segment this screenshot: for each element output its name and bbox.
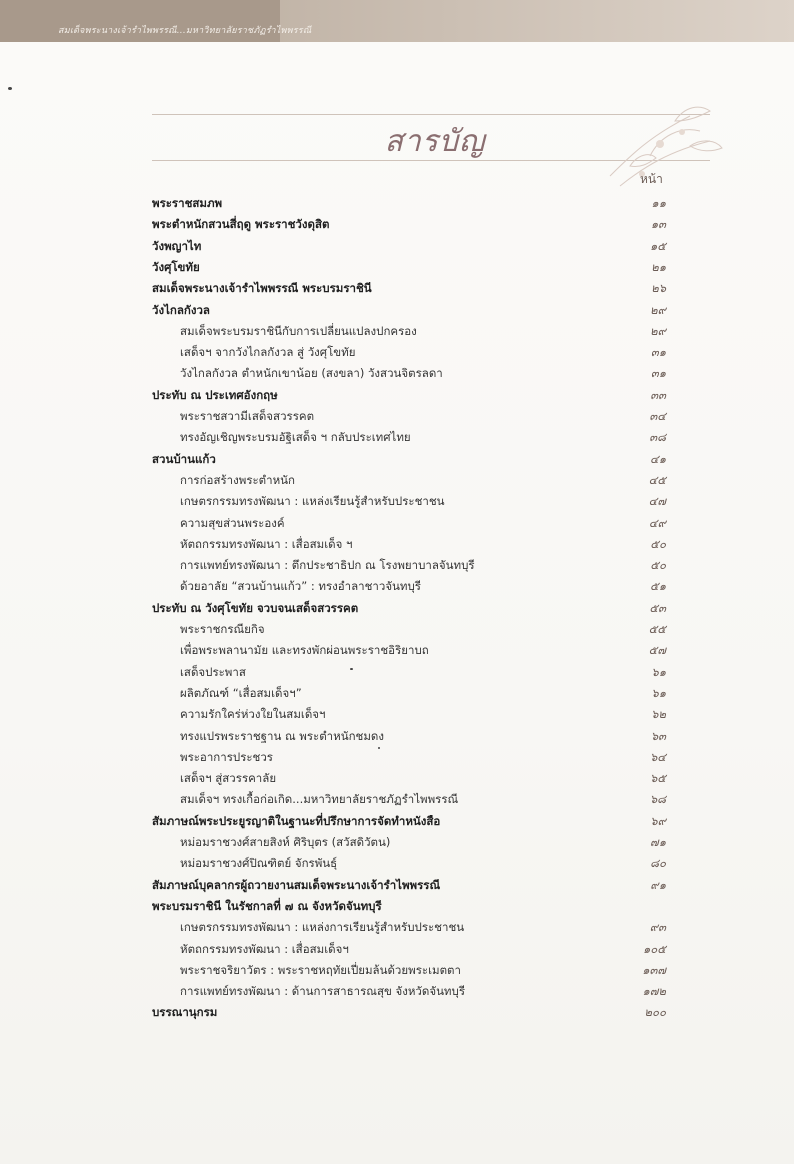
toc-subsection <box>0 728 794 749</box>
toc-section <box>0 813 794 834</box>
toc-entry-title: หัตถกรรมทรงพัฒนา : เสื่อสมเด็จ ฯ <box>180 536 353 551</box>
toc-subsection <box>0 941 794 962</box>
toc-entry-title: เกษตรกรรมทรงพัฒนา : แหล่งเรียนรู้สำหรับประชาชน <box>180 494 445 509</box>
toc-subsection <box>0 515 794 536</box>
toc-subsection <box>0 472 794 493</box>
toc-section <box>0 195 794 216</box>
toc-subsection <box>0 493 794 514</box>
toc-subsection <box>0 344 794 365</box>
toc-subsection <box>0 557 794 578</box>
toc-section <box>0 302 794 323</box>
toc-entry-page: ๖๘ <box>649 792 666 807</box>
toc-entry-title: วังพญาไท <box>152 238 202 253</box>
toc-entry-page: ๔๙ <box>648 515 666 530</box>
toc-entry-page: ๕๐ <box>650 536 666 551</box>
toc-section <box>0 877 794 898</box>
toc-entry-page: ๕๓ <box>649 600 666 615</box>
toc-entry-title: เสด็จฯ จากวังไกลกังวล สู่ วังศุโขทัย <box>180 345 356 360</box>
toc-entry-page: ๕๗ <box>648 643 666 658</box>
toc-entry-title: หม่อมราชวงศ์สายสิงห์ ศิริบุตร (สวัสดิวัตน) <box>180 835 391 849</box>
toc-entry-title: พระราชจริยาวัตร : พระราชหฤทัยเปี่ยมล้นด้วยพระเมตตา <box>180 962 461 977</box>
toc-entry-title: หัตถกรรมทรงพัฒนา : เสื่อสมเด็จฯ <box>180 941 349 956</box>
toc-entry-page: ๓๘ <box>649 430 666 445</box>
toc-subsection <box>0 685 794 706</box>
running-head: สมเด็จพระนางเจ้ารำไพพรรณี...มหาวิทยาลัยราชภัฏรำไพพรรณี <box>58 26 312 36</box>
toc-entry-title: สมเด็จพระนางเจ้ารำไพพรรณี พระบรมราชินี <box>152 281 372 296</box>
toc-subsection <box>0 834 794 855</box>
toc-section <box>0 1004 794 1025</box>
toc-entry-page: ๑๐๕ <box>642 941 666 956</box>
toc-entry-title: ผลิตภัณฑ์ “เสื่อสมเด็จฯ” <box>180 685 302 700</box>
toc-entry-page: ๑๕ <box>649 238 666 253</box>
toc-subsection <box>0 962 794 983</box>
toc-entry-title: สมเด็จพระบรมราชินีกับการเปลี่ยนแปลงปกครอง <box>180 323 417 338</box>
toc-entry-title: พระราชสมภพ <box>152 196 223 210</box>
toc-subsection <box>0 578 794 599</box>
toc-entry-title: ทรงแปรพระราชฐาน ณ พระตำหนักชมดง <box>180 728 385 743</box>
toc-entry-title: วังศุโขทัย <box>152 259 200 274</box>
toc-entry-title: การก่อสร้างพระตำหนัก <box>180 472 295 487</box>
toc-entry-title: พระอาการประชวร <box>180 749 273 764</box>
toc-entry-title: ความรักใคร่ห่วงใยในสมเด็จฯ <box>180 707 326 722</box>
toc-entry-page: ๔๕ <box>648 472 666 487</box>
toc-entry-title: ประทับ ณ วังศุโขทัย จวบจนเสด็จสวรรคต <box>152 600 359 615</box>
toc-entry-page: ๑๑ <box>651 196 666 210</box>
toc-entry-page: ๖๙ <box>650 813 666 828</box>
toc-entry-page: ๙๓ <box>649 920 666 935</box>
toc-entry-title: พระบรมราชินี ในรัชกาลที่ ๗ ณ จังหวัดจันทบุรี <box>152 898 382 913</box>
toc-subsection <box>0 621 794 642</box>
toc-entry-page: ๕๕ <box>648 622 666 636</box>
page-column-label: หน้า <box>640 172 663 186</box>
toc-entry-page: ๖๒ <box>651 707 666 722</box>
toc-entry-title: ความสุขส่วนพระองค์ <box>180 515 285 530</box>
toc-entry-title: พระราชกรณียกิจ <box>180 622 265 636</box>
toc-entry-title: สวนบ้านแก้ว <box>152 451 216 466</box>
toc-entry-page: ๖๔ <box>649 749 666 764</box>
toc-subsection <box>0 855 794 876</box>
toc-entry-title: พระตำหนักสวนสี่ฤดู พระราชวังดุสิต <box>152 217 330 232</box>
toc-entry-title: บรรณานุกรม <box>152 1005 218 1020</box>
toc-subsection <box>0 536 794 557</box>
toc-subsection <box>0 706 794 727</box>
toc-entry-page: ๒๙ <box>649 302 666 317</box>
toc-subsection <box>0 919 794 940</box>
toc-entry-page: ๒๑ <box>651 259 666 274</box>
toc-entry-title: เกษตรกรรมทรงพัฒนา : แหล่งการเรียนรู้สำหรับประชาชน <box>180 920 465 935</box>
toc-entry-page: ๒๙ <box>649 323 666 338</box>
toc-subsection <box>0 749 794 770</box>
toc-entry-page: ๓๓ <box>650 387 666 402</box>
floral-ornament-icon <box>590 96 730 206</box>
toc-entry-page: ๑๓ <box>650 217 666 232</box>
toc-entry-page: ๒๖ <box>651 281 666 296</box>
toc-entry-page: ๓๑ <box>650 366 666 381</box>
toc-entry-page: ๙๑ <box>650 877 666 892</box>
toc-section <box>0 216 794 237</box>
toc-subsection <box>0 429 794 450</box>
toc-entry-page: ๔๗ <box>648 494 666 509</box>
toc-section <box>0 280 794 301</box>
toc-entry-page: ๖๑ <box>651 664 666 679</box>
toc-entry-title: วังไกลกังวล ตำหนักเขาน้อย (สงขลา) วังสวนจิตรลดา <box>180 366 443 381</box>
toc-section <box>0 238 794 259</box>
toc-entry-title: ทรงอัญเชิญพระบรมอัฐิเสด็จ ฯ กลับประเทศไทย <box>180 430 411 445</box>
toc-entry-page: ๕๑ <box>649 579 666 594</box>
toc-entry-page: ๓๔ <box>649 409 666 423</box>
toc-entry-title: การแพทย์ทรงพัฒนา : ตึกประชาธิปก ณ โรงพยาบาลจันทบุรี <box>180 558 475 573</box>
page-title: สารบัญ <box>384 124 486 159</box>
toc-entry-page: ๕๐ <box>650 558 666 573</box>
toc-subsection <box>0 664 794 685</box>
toc-entry-title: สมเด็จฯ ทรงเกื้อก่อเกิด...มหาวิทยาลัยราชภัฏรำไพพรรณี <box>180 792 459 807</box>
toc-section <box>0 451 794 472</box>
toc-entry-page: ๘๐ <box>650 856 666 871</box>
toc-entry-page: ๖๕ <box>649 771 666 786</box>
toc-entry-title: พระราชสวามีเสด็จสวรรคต <box>180 409 315 423</box>
toc-entry-title: วังไกลกังวล <box>152 302 210 317</box>
toc-entry-title: เสด็จประพาส <box>180 664 246 679</box>
toc-subsection <box>0 791 794 812</box>
toc-entry-page: ๗๑ <box>650 835 666 849</box>
toc-entry-title: หม่อมราชวงศ์ปิณฑิตย์ จักรพันธุ์ <box>180 856 338 871</box>
toc-entry-page: ๔๑ <box>649 451 666 466</box>
toc-entry-page: ๒๐๐ <box>644 1005 666 1020</box>
toc-subsection <box>0 770 794 791</box>
toc-section <box>0 898 794 919</box>
toc-entry-page: ๖๓ <box>650 728 666 743</box>
dust-speck <box>8 87 12 90</box>
toc-section <box>0 600 794 621</box>
toc-entry-title: การแพทย์ทรงพัฒนา : ด้านการสาธารณสุข จังหวัดจันทบุรี <box>180 984 465 999</box>
toc-subsection <box>0 323 794 344</box>
toc-entry-title: สัมภาษณ์บุคลากรผู้ถวายงานสมเด็จพระนางเจ้ารำไพพรรณี <box>152 877 441 892</box>
toc-entry-title: ด้วยอาลัย “สวนบ้านแก้ว” : ทรงอำลาชาวจันทบุรี <box>180 579 421 594</box>
toc-entry-title: ประทับ ณ ประเทศอังกฤษ <box>152 387 278 402</box>
toc-subsection <box>0 408 794 429</box>
toc-entry-title: เสด็จฯ สู่สวรรคาลัย <box>180 771 277 786</box>
toc-entry-page: ๖๑ <box>651 685 666 700</box>
toc-section <box>0 387 794 408</box>
toc-section <box>0 259 794 280</box>
toc-entry-page: ๑๓๗ <box>642 962 666 977</box>
toc-entry-title: สัมภาษณ์พระประยูรญาติในฐานะที่ปรึกษาการจัดทำหนังสือ <box>152 813 441 828</box>
toc-subsection <box>0 983 794 1004</box>
toc-entry-page: ๑๗๒ <box>642 984 666 999</box>
toc-entry-title: เพื่อพระพลานามัย และทรงพักผ่อนพระราชอิริยาบถ <box>180 643 429 658</box>
toc-entry-page: ๓๑ <box>650 345 666 360</box>
toc-subsection <box>0 642 794 663</box>
toc-subsection <box>0 365 794 386</box>
